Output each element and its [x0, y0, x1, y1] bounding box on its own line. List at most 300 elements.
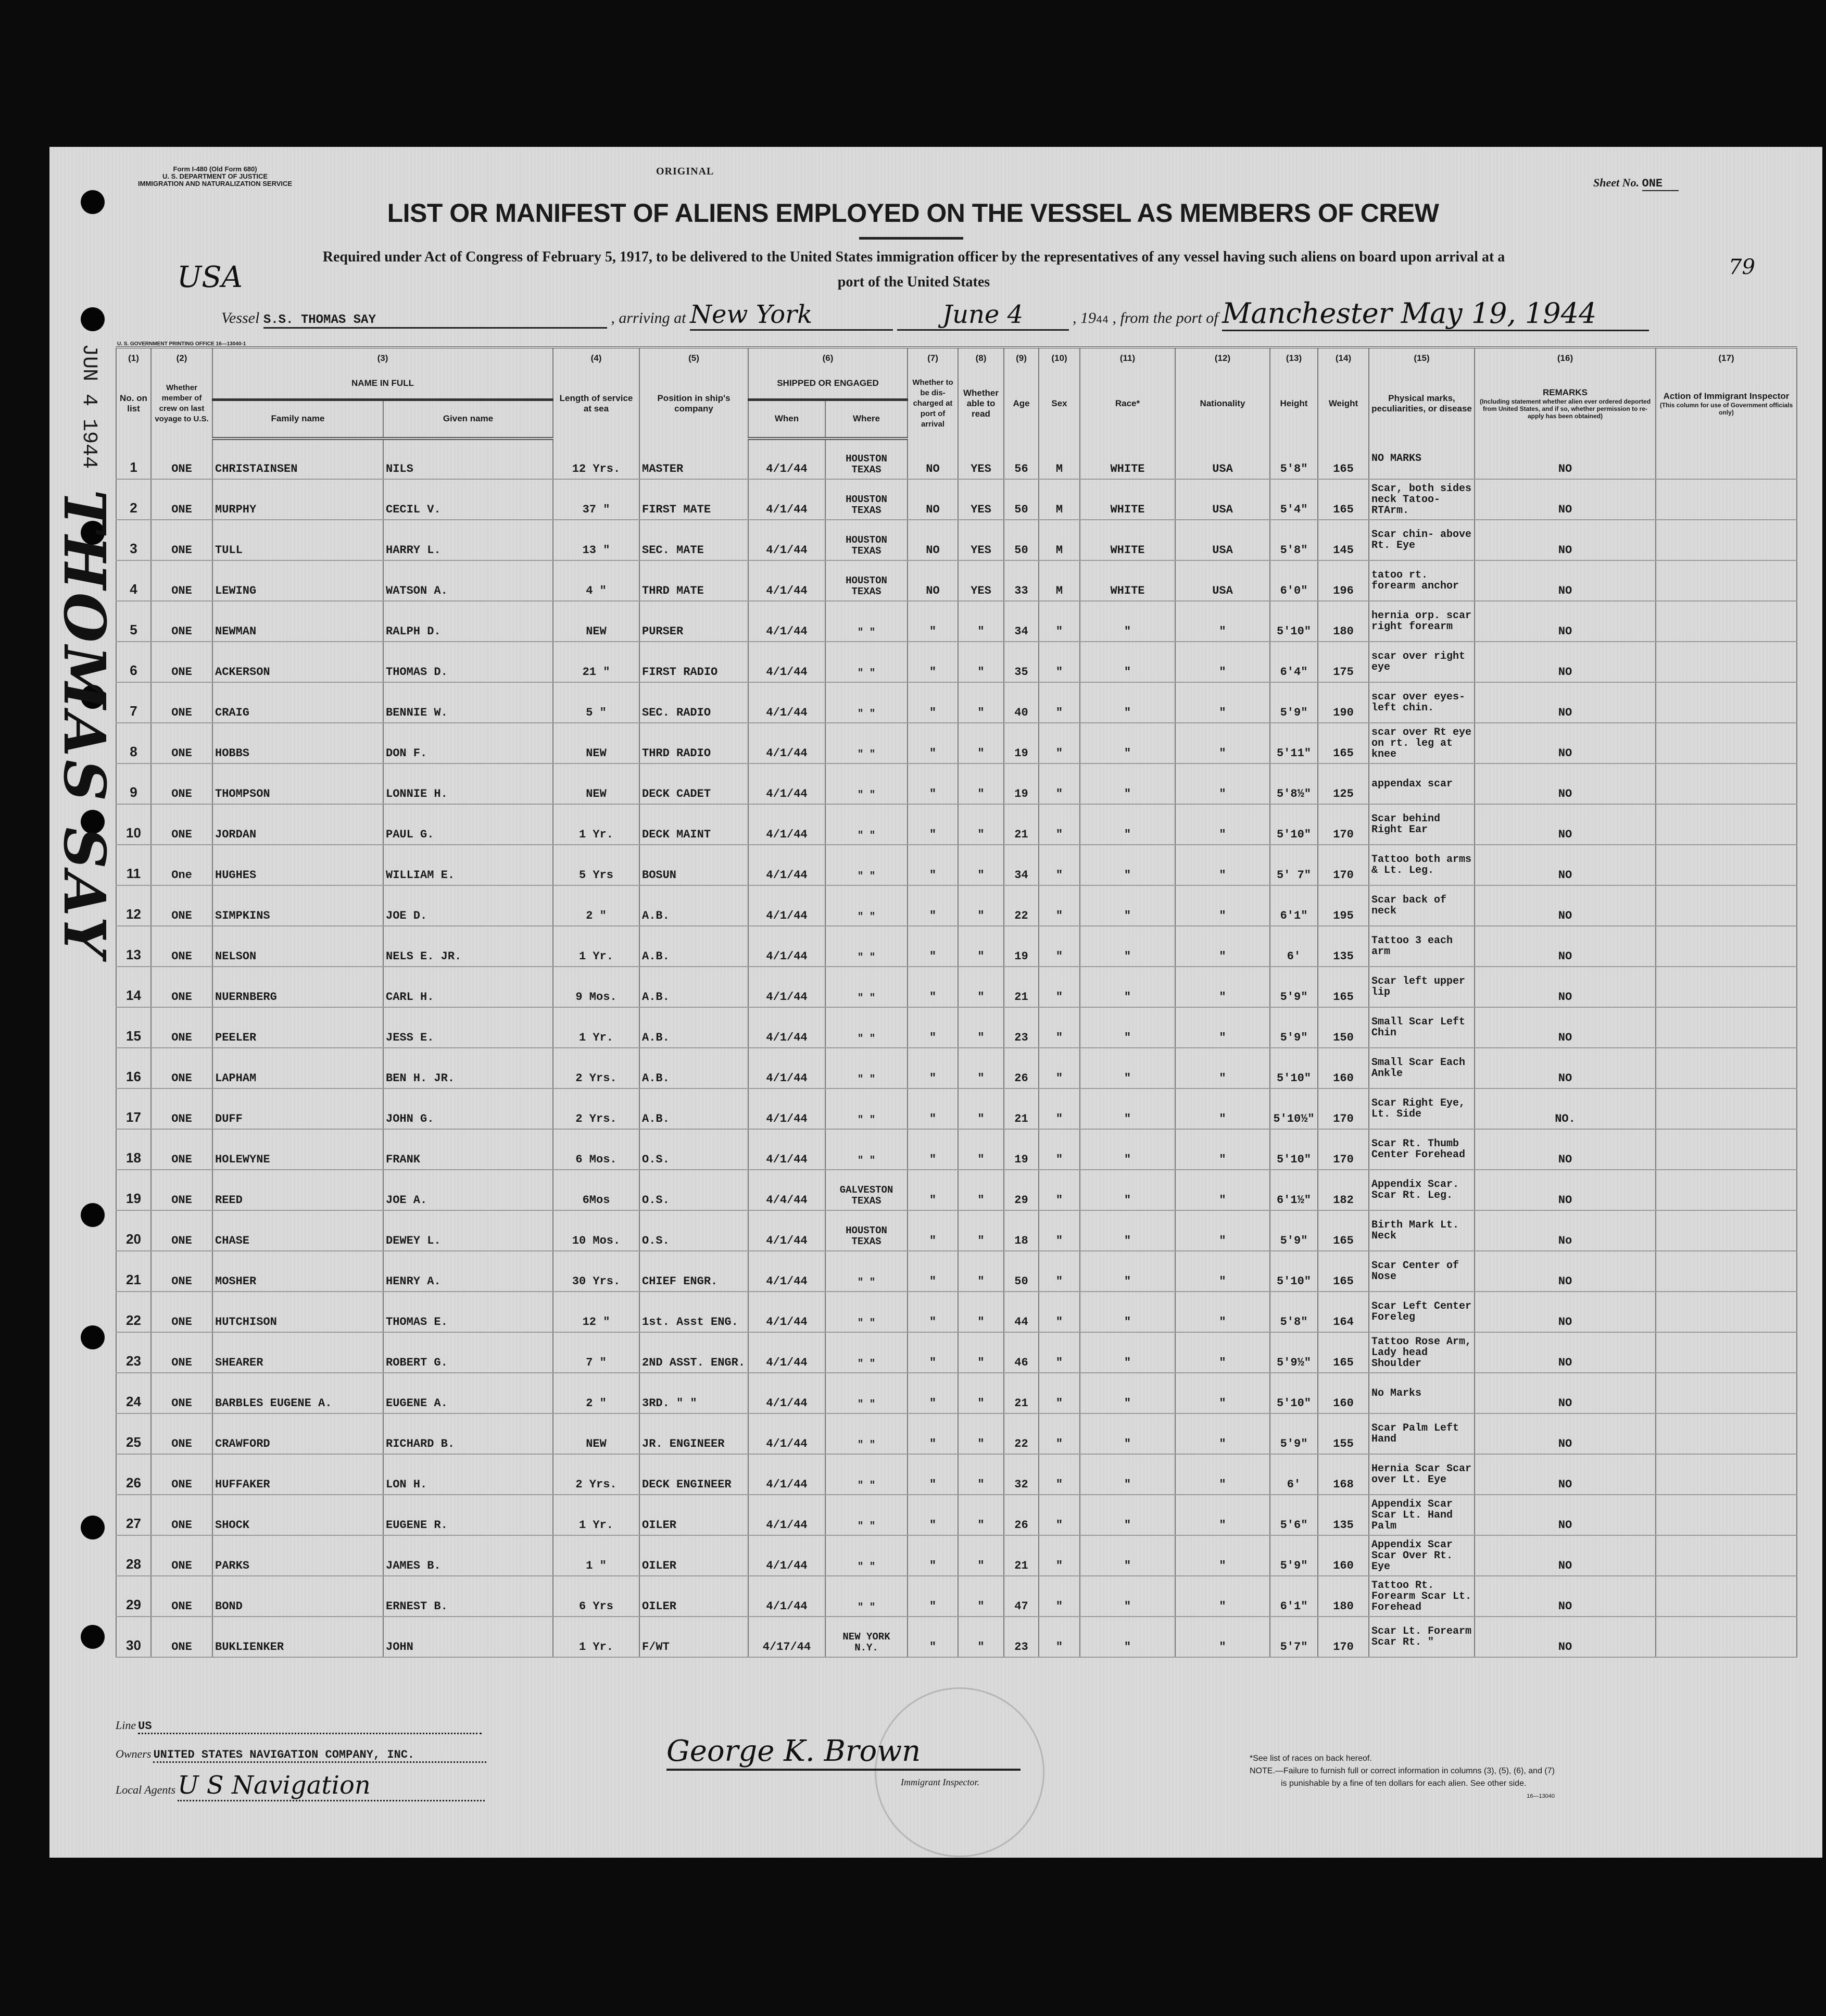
age: 44 [1004, 1292, 1039, 1332]
remarks: NO [1475, 1048, 1656, 1088]
sex: " [1039, 1332, 1080, 1373]
table-row [116, 1210, 1797, 1251]
header-shipped: SHIPPED OR ENGAGED [748, 368, 908, 399]
header-physical-marks: Physical marks, peculiarities, or disease [1369, 368, 1475, 439]
inspector-action [1656, 1373, 1797, 1413]
nationality: " [1175, 1129, 1270, 1170]
family-name: DUFF [212, 1088, 383, 1129]
inspector-action [1656, 1454, 1797, 1495]
nationality: " [1175, 1617, 1270, 1657]
sex: " [1039, 1251, 1080, 1292]
crew-member: ONE [151, 1129, 212, 1170]
inspector-action [1656, 1617, 1797, 1657]
to-be-discharged: " [908, 763, 958, 804]
physical-marks: Tattoo Rt. Forearm Scar Lt. Forehead [1369, 1576, 1475, 1617]
physical-marks: Scar Rt. Thumb Center Forehead [1369, 1129, 1475, 1170]
able-to-read: " [958, 1617, 1004, 1657]
table-row [116, 967, 1797, 1007]
header-race: Race* [1080, 368, 1175, 439]
age: 21 [1004, 967, 1039, 1007]
shipped-when: 4/1/44 [748, 1292, 825, 1332]
sex: " [1039, 885, 1080, 926]
physical-marks: Appendix Scar Scar Lt. Hand Palm [1369, 1495, 1475, 1535]
nationality: " [1175, 1210, 1270, 1251]
table-row [116, 439, 1797, 479]
shipped-where: " " [825, 1251, 908, 1292]
race: " [1080, 1251, 1175, 1292]
crew-member: ONE [151, 1332, 212, 1373]
table-row [116, 1048, 1797, 1088]
height: 6'4" [1270, 642, 1318, 682]
inspector-action [1656, 601, 1797, 642]
header-given-name: Given name [383, 399, 553, 439]
given-name: FRANK [383, 1129, 553, 1170]
shipped-when: 4/1/44 [748, 439, 825, 479]
shipped-where: " " [825, 763, 908, 804]
physical-marks: Scar Right Eye, Lt. Side [1369, 1088, 1475, 1129]
race: " [1080, 885, 1175, 926]
age: 19 [1004, 763, 1039, 804]
crew-member: ONE [151, 1413, 212, 1454]
age: 29 [1004, 1170, 1039, 1210]
remarks: NO [1475, 1495, 1656, 1535]
age: 23 [1004, 1617, 1039, 1657]
to-be-discharged: " [908, 1292, 958, 1332]
given-name: BENNIE W. [383, 682, 553, 723]
shipped-where: " " [825, 926, 908, 967]
crew-manifest-table [116, 346, 1797, 1658]
family-name: CRAIG [212, 682, 383, 723]
nationality: " [1175, 1170, 1270, 1210]
length-of-service: 1 Yr. [553, 1495, 639, 1535]
to-be-discharged: NO [908, 479, 958, 520]
table-row [116, 1454, 1797, 1495]
shipped-where: " " [825, 1292, 908, 1332]
row-number: 25 [116, 1413, 151, 1454]
given-name: BEN H. JR. [383, 1048, 553, 1088]
race: " [1080, 1048, 1175, 1088]
sex: " [1039, 926, 1080, 967]
position: A.B. [639, 926, 748, 967]
race: " [1080, 682, 1175, 723]
able-to-read: YES [958, 439, 1004, 479]
weight: 150 [1318, 1007, 1369, 1048]
shipped-where: " " [825, 845, 908, 885]
inspector-action [1656, 1048, 1797, 1088]
height: 5'9" [1270, 1210, 1318, 1251]
column-header-row [116, 368, 1797, 399]
given-name: RALPH D. [383, 601, 553, 642]
able-to-read: " [958, 1007, 1004, 1048]
age: 50 [1004, 1251, 1039, 1292]
given-name: NELS E. JR. [383, 926, 553, 967]
family-name: REED [212, 1170, 383, 1210]
sex: " [1039, 1210, 1080, 1251]
shipped-where: " " [825, 1007, 908, 1048]
to-be-discharged: " [908, 1129, 958, 1170]
weight: 180 [1318, 601, 1369, 642]
header-no-on-list: No. on list [116, 368, 151, 439]
races-note: *See list of races on back hereof. [1250, 1754, 1372, 1763]
to-be-discharged: " [908, 804, 958, 845]
remarks: NO [1475, 1170, 1656, 1210]
family-name: NELSON [212, 926, 383, 967]
to-be-discharged: " [908, 1332, 958, 1373]
given-name: EUGENE R. [383, 1495, 553, 1535]
remarks: NO [1475, 1007, 1656, 1048]
height: 6' [1270, 926, 1318, 967]
shipped-when: 4/1/44 [748, 520, 825, 560]
height: 5'10" [1270, 1048, 1318, 1088]
race: " [1080, 804, 1175, 845]
crew-member: ONE [151, 1170, 212, 1210]
nationality: " [1175, 885, 1270, 926]
shipped-when: 4/1/44 [748, 1576, 825, 1617]
sex: " [1039, 1088, 1080, 1129]
nationality: " [1175, 1373, 1270, 1413]
subtitle-line-1: Required under Act of Congress of February 5, 1917, to be delivered to the United States immigration officer by the representatives of any vessel having such aliens on board upon arrival at a [322, 249, 1505, 265]
sex: M [1039, 439, 1080, 479]
inspector-action [1656, 1576, 1797, 1617]
shipped-where: HOUSTON TEXAS [825, 560, 908, 601]
sex: M [1039, 520, 1080, 560]
title-divider [859, 237, 963, 240]
header-name-in-full: NAME IN FULL [212, 368, 553, 399]
physical-marks: No Marks [1369, 1373, 1475, 1413]
crew-member: ONE [151, 723, 212, 763]
shipped-when: 4/1/44 [748, 1088, 825, 1129]
sex: " [1039, 1373, 1080, 1413]
age: 46 [1004, 1332, 1039, 1373]
weight: 165 [1318, 1251, 1369, 1292]
to-be-discharged: " [908, 1535, 958, 1576]
to-be-discharged: NO [908, 520, 958, 560]
shipped-where: " " [825, 1332, 908, 1373]
sheet-number [1593, 176, 1679, 191]
length-of-service: 7 " [553, 1332, 639, 1373]
to-be-discharged: " [908, 1048, 958, 1088]
race: " [1080, 723, 1175, 763]
family-name: BARBLES EUGENE A. [212, 1373, 383, 1413]
age: 32 [1004, 1454, 1039, 1495]
row-number: 13 [116, 926, 151, 967]
position: JR. ENGINEER [639, 1413, 748, 1454]
able-to-read: " [958, 1088, 1004, 1129]
position: 2ND ASST. ENGR. [639, 1332, 748, 1373]
row-number: 16 [116, 1048, 151, 1088]
physical-marks: Scar Left Center Foreleg [1369, 1292, 1475, 1332]
remarks: NO [1475, 763, 1656, 804]
length-of-service: 2 Yrs. [553, 1454, 639, 1495]
length-of-service: 2 Yrs. [553, 1088, 639, 1129]
shipped-where: " " [825, 723, 908, 763]
height: 5'9½" [1270, 1332, 1318, 1373]
row-number: 29 [116, 1576, 151, 1617]
arrival-port: New York [690, 300, 893, 331]
sex: " [1039, 763, 1080, 804]
race: " [1080, 1170, 1175, 1210]
shipped-where: " " [825, 885, 908, 926]
header-height: Height [1270, 368, 1318, 439]
height: 5'6" [1270, 1495, 1318, 1535]
physical-marks: Scar Lt. Forearm Scar Rt. " [1369, 1617, 1475, 1657]
table-row [116, 1251, 1797, 1292]
position: OILER [639, 1576, 748, 1617]
sex: " [1039, 1576, 1080, 1617]
column-number-row [116, 347, 1797, 368]
able-to-read: " [958, 763, 1004, 804]
crew-member: One [151, 845, 212, 885]
vessel-label: Vessel [221, 309, 260, 327]
family-name: CHRISTAINSEN [212, 439, 383, 479]
shipped-when: 4/4/44 [748, 1170, 825, 1210]
height: 5'4" [1270, 479, 1318, 520]
position: O.S. [639, 1210, 748, 1251]
family-name: PEELER [212, 1007, 383, 1048]
nationality: " [1175, 1251, 1270, 1292]
remarks: NO [1475, 804, 1656, 845]
table-row [116, 479, 1797, 520]
nationality: " [1175, 601, 1270, 642]
shipped-when: 4/1/44 [748, 1495, 825, 1535]
race: WHITE [1080, 560, 1175, 601]
height: 5'8" [1270, 520, 1318, 560]
line-label: Line [116, 1719, 136, 1732]
physical-marks: scar over right eye [1369, 642, 1475, 682]
given-name: RICHARD B. [383, 1413, 553, 1454]
remarks: NO [1475, 1413, 1656, 1454]
able-to-read: " [958, 1048, 1004, 1088]
age: 21 [1004, 1535, 1039, 1576]
able-to-read: " [958, 642, 1004, 682]
shipped-when: 4/1/44 [748, 1413, 825, 1454]
race: " [1080, 1373, 1175, 1413]
row-number: 15 [116, 1007, 151, 1048]
family-name: MURPHY [212, 479, 383, 520]
to-be-discharged: NO [908, 560, 958, 601]
given-name: THOMAS D. [383, 642, 553, 682]
col-num: (11) [1080, 347, 1175, 368]
able-to-read: " [958, 1454, 1004, 1495]
remarks: No [1475, 1210, 1656, 1251]
position: A.B. [639, 1088, 748, 1129]
row-number: 9 [116, 763, 151, 804]
crew-member: ONE [151, 1251, 212, 1292]
shipped-when: 4/1/44 [748, 1210, 825, 1251]
sex: " [1039, 1292, 1080, 1332]
age: 47 [1004, 1576, 1039, 1617]
given-name: DON F. [383, 723, 553, 763]
age: 19 [1004, 926, 1039, 967]
remarks: NO [1475, 845, 1656, 885]
crew-member: ONE [151, 1535, 212, 1576]
family-name: BOND [212, 1576, 383, 1617]
col-num: (17) [1656, 347, 1797, 368]
able-to-read: " [958, 1373, 1004, 1413]
row-number: 10 [116, 804, 151, 845]
col-num: (5) [639, 347, 748, 368]
shipped-where: " " [825, 1576, 908, 1617]
family-name: THOMPSON [212, 763, 383, 804]
arrival-year: 44 [1096, 315, 1109, 327]
crew-member: ONE [151, 560, 212, 601]
family-name: BUKLIENKER [212, 1617, 383, 1657]
crew-member: ONE [151, 479, 212, 520]
position: PURSER [639, 601, 748, 642]
position: 3RD. " " [639, 1373, 748, 1413]
crew-member: ONE [151, 1292, 212, 1332]
age: 18 [1004, 1210, 1039, 1251]
row-number: 1 [116, 439, 151, 479]
family-name: SHOCK [212, 1495, 383, 1535]
crew-member: ONE [151, 642, 212, 682]
position: DECK ENGINEER [639, 1454, 748, 1495]
physical-marks: Tattoo 3 each arm [1369, 926, 1475, 967]
length-of-service: 1 Yr. [553, 926, 639, 967]
inspector-action [1656, 682, 1797, 723]
race: WHITE [1080, 479, 1175, 520]
able-to-read: YES [958, 560, 1004, 601]
nationality: " [1175, 763, 1270, 804]
shipped-when: 4/1/44 [748, 479, 825, 520]
length-of-service: NEW [553, 763, 639, 804]
position: THRD MATE [639, 560, 748, 601]
given-name: ERNEST B. [383, 1576, 553, 1617]
physical-marks: scar over eyes-left chin. [1369, 682, 1475, 723]
punch-hole [81, 307, 105, 331]
race: " [1080, 1210, 1175, 1251]
height: 6'1½" [1270, 1170, 1318, 1210]
length-of-service: 6Mos [553, 1170, 639, 1210]
inspector-action [1656, 439, 1797, 479]
age: 21 [1004, 804, 1039, 845]
row-number: 24 [116, 1373, 151, 1413]
height: 5'10" [1270, 601, 1318, 642]
row-number: 6 [116, 642, 151, 682]
race: " [1080, 1495, 1175, 1535]
table-row [116, 1576, 1797, 1617]
to-be-discharged: " [908, 1495, 958, 1535]
weight: 175 [1318, 642, 1369, 682]
to-be-discharged: " [908, 1210, 958, 1251]
crew-member: ONE [151, 682, 212, 723]
page-title: LIST OR MANIFEST OF ALIENS EMPLOYED ON THE VESSEL AS MEMBERS OF CREW [387, 198, 1439, 228]
age: 40 [1004, 682, 1039, 723]
inspector-action [1656, 1535, 1797, 1576]
shipped-when: 4/1/44 [748, 885, 825, 926]
family-name: NEWMAN [212, 601, 383, 642]
penalty-note-2: is punishable by a fine of ten dollars for each alien. See other side. [1281, 1779, 1527, 1788]
inspector-action [1656, 520, 1797, 560]
family-name: HUTCHISON [212, 1292, 383, 1332]
nationality: " [1175, 926, 1270, 967]
table-row [116, 682, 1797, 723]
length-of-service: 12 " [553, 1292, 639, 1332]
nationality: USA [1175, 479, 1270, 520]
crew-member: ONE [151, 1495, 212, 1535]
physical-marks: NO MARKS [1369, 439, 1475, 479]
shipped-when: 4/1/44 [748, 1048, 825, 1088]
position: A.B. [639, 1007, 748, 1048]
shipped-when: 4/1/44 [748, 1129, 825, 1170]
remarks: NO [1475, 1292, 1656, 1332]
weight: 182 [1318, 1170, 1369, 1210]
race: " [1080, 1088, 1175, 1129]
row-number: 23 [116, 1332, 151, 1373]
height: 5'8½" [1270, 763, 1318, 804]
shipped-when: 4/1/44 [748, 1332, 825, 1373]
owners-label: Owners [116, 1747, 152, 1760]
physical-marks: Birth Mark Lt. Neck [1369, 1210, 1475, 1251]
physical-marks: Hernia Scar Scar over Lt. Eye [1369, 1454, 1475, 1495]
shipped-where: HOUSTON TEXAS [825, 439, 908, 479]
table-row [116, 1292, 1797, 1332]
weight: 165 [1318, 967, 1369, 1007]
row-number: 2 [116, 479, 151, 520]
row-number: 8 [116, 723, 151, 763]
age: 23 [1004, 1007, 1039, 1048]
header-weight: Weight [1318, 368, 1369, 439]
nationality: " [1175, 1413, 1270, 1454]
given-name: JOHN [383, 1617, 553, 1657]
weight: 135 [1318, 926, 1369, 967]
shipped-when: 4/1/44 [748, 845, 825, 885]
vessel-name: S.S. THOMAS SAY [263, 313, 607, 329]
col-num: (13) [1270, 347, 1318, 368]
table-row [116, 926, 1797, 967]
table-row [116, 885, 1797, 926]
shipped-when: 4/1/44 [748, 1535, 825, 1576]
nationality: USA [1175, 520, 1270, 560]
remarks: NO [1475, 885, 1656, 926]
height: 5'10" [1270, 1129, 1318, 1170]
shipped-when: 4/1/44 [748, 1373, 825, 1413]
length-of-service: NEW [553, 601, 639, 642]
height: 5'8" [1270, 1292, 1318, 1332]
given-name: PAUL G. [383, 804, 553, 845]
inspector-action [1656, 1495, 1797, 1535]
race: " [1080, 763, 1175, 804]
weight: 170 [1318, 804, 1369, 845]
vessel-line [221, 297, 1649, 331]
position: A.B. [639, 1048, 748, 1088]
length-of-service: NEW [553, 723, 639, 763]
family-name: HUFFAKER [212, 1454, 383, 1495]
position: FIRST MATE [639, 479, 748, 520]
weight: 125 [1318, 763, 1369, 804]
inspector-action [1656, 1210, 1797, 1251]
penalty-note-1: NOTE.—Failure to furnish full or correct information in columns (3), (5), (6), and (7) [1250, 1767, 1555, 1775]
inspector-action [1656, 479, 1797, 520]
inspector-action [1656, 845, 1797, 885]
family-name: MOSHER [212, 1251, 383, 1292]
nationality: " [1175, 1292, 1270, 1332]
able-to-read: " [958, 1576, 1004, 1617]
race: " [1080, 926, 1175, 967]
position: A.B. [639, 885, 748, 926]
shipped-where: " " [825, 1088, 908, 1129]
table-row [116, 560, 1797, 601]
inspector-action [1656, 804, 1797, 845]
header-remarks [1475, 368, 1656, 439]
physical-marks: scar over Rt eye on rt. leg at knee [1369, 723, 1475, 763]
shipped-where: GALVESTON TEXAS [825, 1170, 908, 1210]
table-row [116, 763, 1797, 804]
physical-marks: Tattoo Rose Arm, Lady head Shoulder [1369, 1332, 1475, 1373]
weight: 168 [1318, 1454, 1369, 1495]
to-be-discharged: " [908, 926, 958, 967]
age: 33 [1004, 560, 1039, 601]
